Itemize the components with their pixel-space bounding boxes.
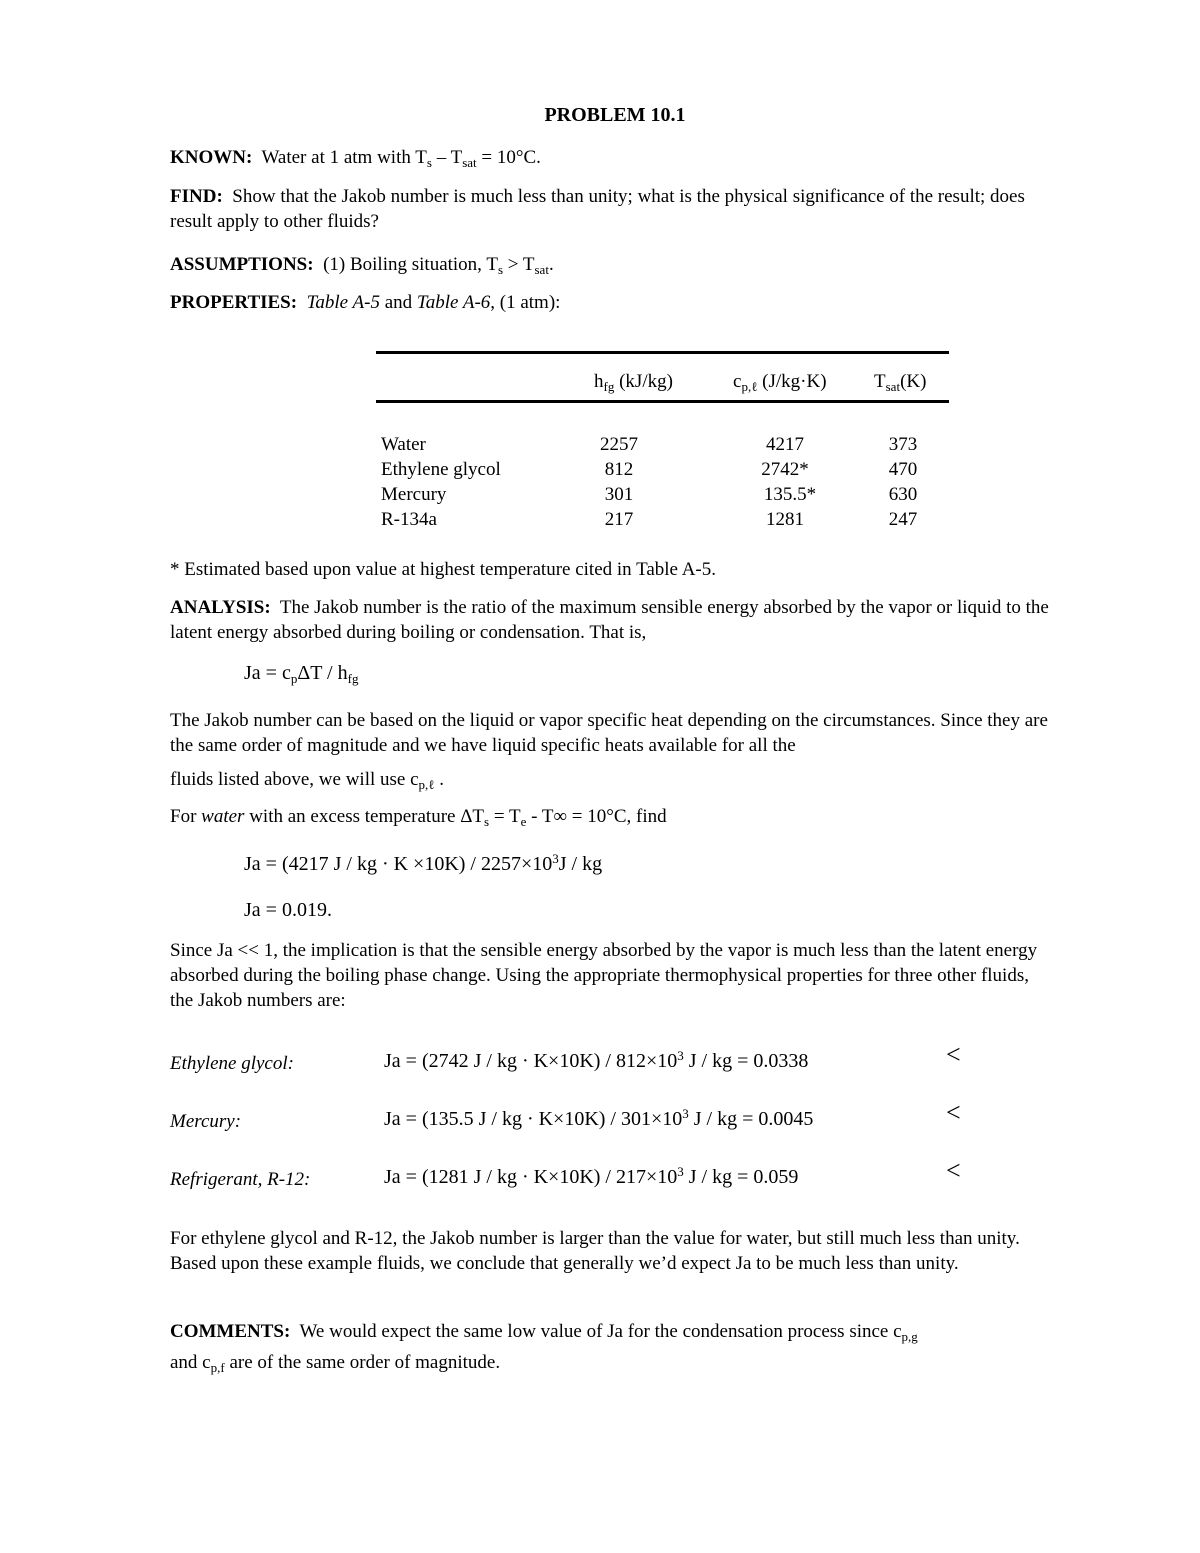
answer-mark: <: [946, 1098, 961, 1127]
properties-label: PROPERTIES:: [170, 292, 298, 313]
table-footnote: * Estimated based upon value at highest temperature cited in Table A-5.: [170, 559, 716, 580]
table-header-rule: [376, 400, 949, 403]
specific-heat-line: fluids listed above, we will use $c_{p,\ell}$ .: [170, 769, 445, 792]
known-line: KNOWN: Water at 1 atm with $T_s - T_{sat} = 10^\circ C$.: [170, 147, 541, 170]
table-top-rule: [376, 351, 949, 354]
header-hfg: $h_{fg}$ (kJ/kg): [594, 371, 673, 394]
comments-line-2: and $c_{p,f}$ are of the same order of magnitude.: [170, 1352, 501, 1375]
jakob-definition-equation: $Ja = c_p\Delta T / h_{fg}$: [244, 662, 359, 686]
find-paragraph: FIND: Show that the Jakob number is much less than unity; what is the physical significance of the result; does result apply to other fluids?: [170, 186, 1025, 232]
header-tsat: $T_{sat}(K)$: [874, 371, 927, 394]
known-label: KNOWN:: [170, 147, 253, 168]
properties-line: PROPERTIES: Table A-5 and Table A-6, (1 atm):: [170, 292, 561, 313]
analysis-paragraph: ANALYSIS: The Jakob number is the ratio of the maximum sensible energy absorbed by the vapor or liquid to the latent energy absorbed during boiling or condensation. That is,: [170, 597, 1049, 643]
comments-line: COMMENTS: We would expect the same low value of Ja for the condensation process since $c_{p,g}$: [170, 1321, 918, 1344]
specific-heat-paragraph: The Jakob number can be based on the liquid or vapor specific heat depending on the circumstances. Since they are the same order of magnitude and we have liquid specific heats available for all the: [170, 710, 1048, 756]
conclusion-paragraph: For ethylene glycol and R-12, the Jakob number is larger than the value for water, but still much less than unity. Based upon these example fluids, we conclude that generally we’d expect Ja to be much less than unity.: [170, 1228, 1020, 1274]
assumptions-line: ASSUMPTIONS: (1) Boiling situation, $T_s > T_{sat}$.: [170, 254, 554, 277]
header-cp: $c_{p,\ell}$ (J/kg·K): [733, 371, 827, 394]
answer-mark: <: [946, 1156, 961, 1185]
analysis-label: ANALYSIS:: [170, 597, 271, 618]
water-jakob-result: Ja = 0.019.: [244, 899, 332, 921]
comments-label: COMMENTS:: [170, 1321, 291, 1342]
answer-mark: <: [946, 1040, 961, 1069]
water-excess-line: For water with an excess temperature $\Delta T_s = T_e - T\infty = 10^\circ C$, find: [170, 806, 667, 829]
implication-paragraph: Since Ja << 1, the implication is that the sensible energy absorbed by the vapor is much less than the latent energy absorbed during the boiling phase change. Using the appropriate thermophysical properties for three other fluids, the Jakob numbers are:: [170, 940, 1038, 1011]
assumptions-label: ASSUMPTIONS:: [170, 254, 314, 275]
find-label: FIND:: [170, 186, 223, 207]
page-title: PROBLEM 10.1: [544, 104, 686, 126]
water-jakob-equation: Ja = (4217 J / kg · $K \times 10K) / 2257\times 10^3J$ / kg: [244, 851, 603, 875]
